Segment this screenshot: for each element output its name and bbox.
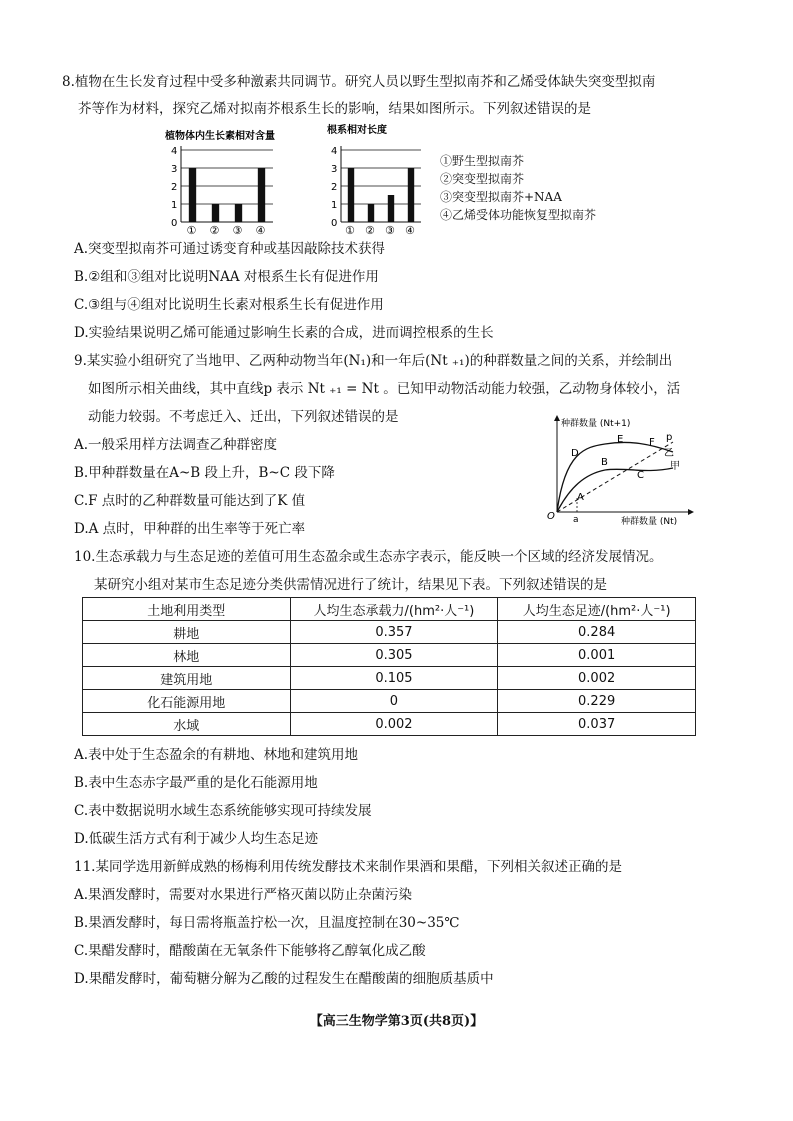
q8-stem-line1: 8.植物在生长发育过程中受多种激素共同调节。研究人员以野生型拟南芥和乙烯受体缺失突变型拟南 [62,74,656,90]
table-row [83,644,696,667]
y-tick-label: 2 [331,182,338,193]
x-tick-label: ② [365,224,375,236]
point-d-label: D [571,448,579,459]
q9-option-c: C.F 点时的乙种群数量可能达到了K 值 [74,493,306,509]
bar [189,168,196,222]
page-footer: 【高三生物学第3页(共8页)】 [309,1014,484,1029]
q8-chart-auxin [165,128,280,236]
point-e-label: E [617,434,624,445]
x-tick-label: ① [345,224,355,236]
q8-option-d: D.实验结果说明乙烯可能通过影响生长素的合成，进而调控根系的生长 [74,325,494,341]
table-header-row [83,598,696,621]
x-tick-label: ③ [385,224,395,236]
point-a-label: A [577,492,584,503]
x-tick-label: ① [186,224,197,236]
bar [408,168,414,222]
auxin-bar-chart [165,128,280,236]
bar [258,168,265,222]
q9-option-a: A.一般采用样方法调查乙种群密度 [74,437,278,453]
q9-population-curve-chart [545,412,695,527]
y-tick-label: 0 [171,218,178,229]
y-tick-label: 2 [171,182,178,193]
bar [348,168,354,222]
chart-title: 根系相对长度 [327,125,387,136]
q8-legend-2: ②突变型拟南芥 [440,172,525,186]
table-cell: 0.002 [498,667,696,690]
bar [235,204,242,222]
q10-option-d: D.低碳生活方式有利于减少人均生态足迹 [74,831,319,847]
chart-title: 植物体内生长素相对含量 [165,131,275,142]
table-cell: 0.229 [498,690,696,713]
q11-option-d: D.果醋发酵时，葡萄糖分解为乙酸的过程发生在醋酸菌的细胞质基质中 [74,971,494,987]
line-p-label: p [666,432,673,443]
table-header: 人均生态足迹/(hm²·人⁻¹) [498,598,696,621]
q8-option-a: A.突变型拟南芥可通过诱变育种或基因敲除技术获得 [74,241,386,257]
table-cell: 0.001 [498,644,696,667]
q9-option-d: D.A 点时，甲种群的出生率等于死亡率 [74,521,306,537]
point-c-label: C [637,470,644,481]
table-cell: 建筑用地 [83,667,291,690]
bar [388,195,394,222]
table-cell: 耕地 [83,621,291,644]
point-a-label-axis: a [573,515,579,525]
x-tick-label: ④ [405,224,415,236]
q8-option-b: B.②组和③组对比说明NAA 对根系生长有促进作用 [74,269,379,285]
population-curve-svg [545,412,695,527]
table-row [83,713,696,736]
table-cell: 0.357 [290,621,498,644]
table-row [83,621,696,644]
y-tick-label: 3 [171,164,178,175]
q11-stem: 11.某同学选用新鲜成熟的杨梅利用传统发酵技术来制作果酒和果醋，下列相关叙述正确的是 [74,859,622,875]
curve-jia [557,468,673,512]
q9-option-b: B.甲种群数量在A~B 段上升，B~C 段下降 [74,465,335,481]
bar [368,204,374,222]
table-cell: 林地 [83,644,291,667]
table-header: 人均生态承载力/(hm²·人⁻¹) [290,598,498,621]
q10-option-a: A.表中处于生态盈余的有耕地、林地和建筑用地 [74,747,359,763]
q10-stem-line2: 某研究小组对某市生态足迹分类供需情况进行了统计，结果见下表。下列叙述错误的是 [94,577,607,593]
curve-yi-label: 乙 [664,448,674,459]
y-tick-label: 1 [331,200,338,211]
table-cell: 0.284 [498,621,696,644]
q10-option-b: B.表中生态赤字最严重的是化石能源用地 [74,775,318,791]
y-tick-label: 3 [331,164,338,175]
q8-legend-1: ①野生型拟南芥 [440,154,525,168]
x-tick-label: ② [209,224,220,236]
bar [212,204,219,222]
q8-legend-4: ④乙烯受体功能恢复型拟南芥 [440,208,597,222]
q11-option-c: C.果醋发酵时，醋酸菌在无氧条件下能够将乙醇氧化成乙酸 [74,943,426,959]
y-tick-label: 4 [331,146,338,157]
x-tick-label: ④ [255,224,266,236]
curve-jia-label: 甲 [670,461,680,472]
y-axis-label: 种群数量 (Nt+1) [561,419,631,429]
q9-stem-line1: 9.某实验小组研究了当地甲、乙两种动物当年(N₁)和一年后(Nt ₊₁)的种群数量之间的关系，并绘制出 [74,353,673,369]
q9-stem-line2: 如图所示相关曲线，其中直线p 表示 Nt ₊₁ = Nt 。已知甲动物活动能力较强，乙动物身体较小，活 [88,381,681,397]
point-b-label: B [601,457,608,468]
table-cell: 0.002 [290,713,498,736]
q10-option-c: C.表中数据说明水域生态系统能够实现可持续发展 [74,803,372,819]
q9-stem-line3: 动能力较弱。不考虑迁入、迁出，下列叙述错误的是 [88,409,399,425]
y-tick-label: 0 [331,218,338,229]
table-row [83,690,696,713]
q11-option-a: A.果酒发酵时，需要对水果进行严格灭菌以防止杂菌污染 [74,887,413,903]
y-tick-label: 4 [171,146,178,157]
table-cell: 水域 [83,713,291,736]
root-length-bar-chart [325,122,425,236]
q11-option-b: B.果酒发酵时，每日需将瓶盖拧松一次，且温度控制在30~35℃ [74,915,460,931]
q8-legend-3: ③突变型拟南芥+NAA [440,190,562,204]
x-tick-label: ③ [232,224,243,236]
y-tick-label: 1 [171,200,178,211]
point-f-label: F [649,437,655,448]
table-cell: 化石能源用地 [83,690,291,713]
table-cell: 0.105 [290,667,498,690]
table-cell: 0 [290,690,498,713]
q8-chart-root [325,122,425,236]
q10-stem-line1: 10.生态承载力与生态足迹的差值可用生态盈余或生态赤字表示，能反映一个区域的经济发展情况。 [74,549,663,565]
q8-stem-line2: 芥等作为材料，探究乙烯对拟南芥根系生长的影响，结果如图所示。下列叙述错误的是 [78,101,591,117]
q8-option-c: C.③组与④组对比说明生长素对根系生长有促进作用 [74,297,384,313]
table-header: 土地利用类型 [83,598,291,621]
x-axis-label: 种群数量 (Nt) [621,517,678,527]
table-cell: 0.037 [498,713,696,736]
table-cell: 0.305 [290,644,498,667]
table-row [83,667,696,690]
eco-footprint-table [82,597,696,736]
origin-label: O [547,511,555,522]
